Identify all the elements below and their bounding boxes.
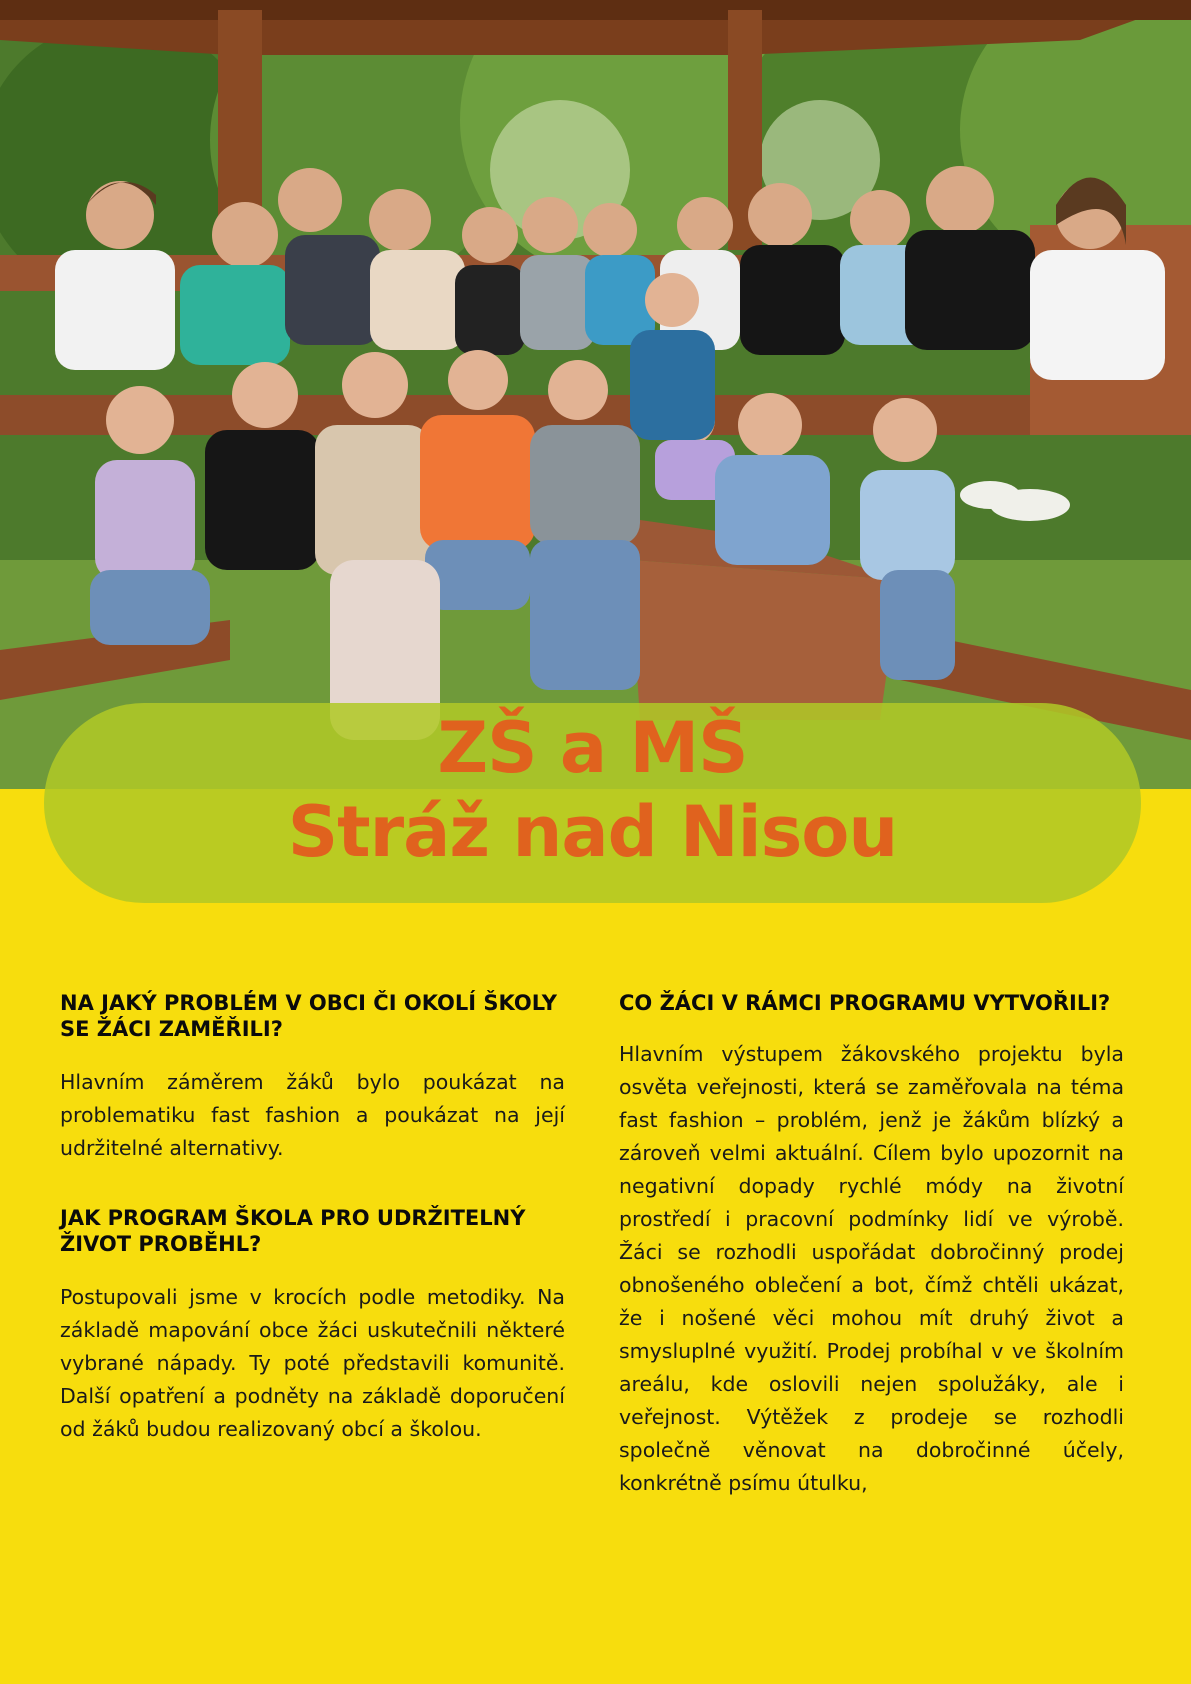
title-line-1: ZŠ a MŠ	[437, 707, 748, 789]
section-heading-outcome: CO ŽÁCI V RÁMCI PROGRAMU VYTVOŘILI?	[619, 991, 1111, 1015]
section-body-program: Postupovali jsme v krocích podle metodiky. Na základě mapování obce žáci uskutečnili některé vybrané nápady. Ty poté představili komunitě. Další opatření a podněty na základě doporučení od žáků budou realizovaný obcí a školou.	[60, 1285, 565, 1441]
title-line-2: Stráž nad Nisou	[287, 791, 898, 873]
section-body-problem: Hlavním záměrem žáků bylo poukázat na problematiku fast fashion a poukázat na její udržitelné alternativy.	[60, 1070, 565, 1160]
right-column	[619, 990, 1124, 1540]
group-photo	[0, 0, 1191, 789]
section-body-outcome: Hlavním výstupem žákovského projektu byla osvěta veřejnosti, která se zaměřovala na téma fast fashion – problém, jenž je žákům blízký a zároveň velmi aktuální. Cílem bylo upozornit na negativní dopady rychlé módy na životní prostředí i pracovní podmínky lidí ve výrobě. Žáci se rozhodli uspořádat dobročinný prodej obnošeného oblečení a bot, čímž chtěli ukázat, že i nošené věci mohou mít druhý život a smysluplné využití. Prodej probíhal v ve školním areálu, kde oslovili nejen spolužáky, ale i veřejnost. Výtěžek z prodeje se rozhodli společně věnovat na dobročinné účely, konkrétně psímu útulku,	[619, 1042, 1124, 1495]
section-heading-problem: NA JAKÝ PROBLÉM V OBCI ČI OKOLÍ ŠKOLY SE ŽÁCI ZAMĚŘILI?	[60, 991, 558, 1041]
left-column	[60, 990, 565, 1486]
section-heading-program: JAK PROGRAM ŠKOLA PRO UDRŽITELNÝ ŽIVOT PROBĚHL?	[60, 1206, 526, 1256]
page-title	[44, 706, 1141, 874]
